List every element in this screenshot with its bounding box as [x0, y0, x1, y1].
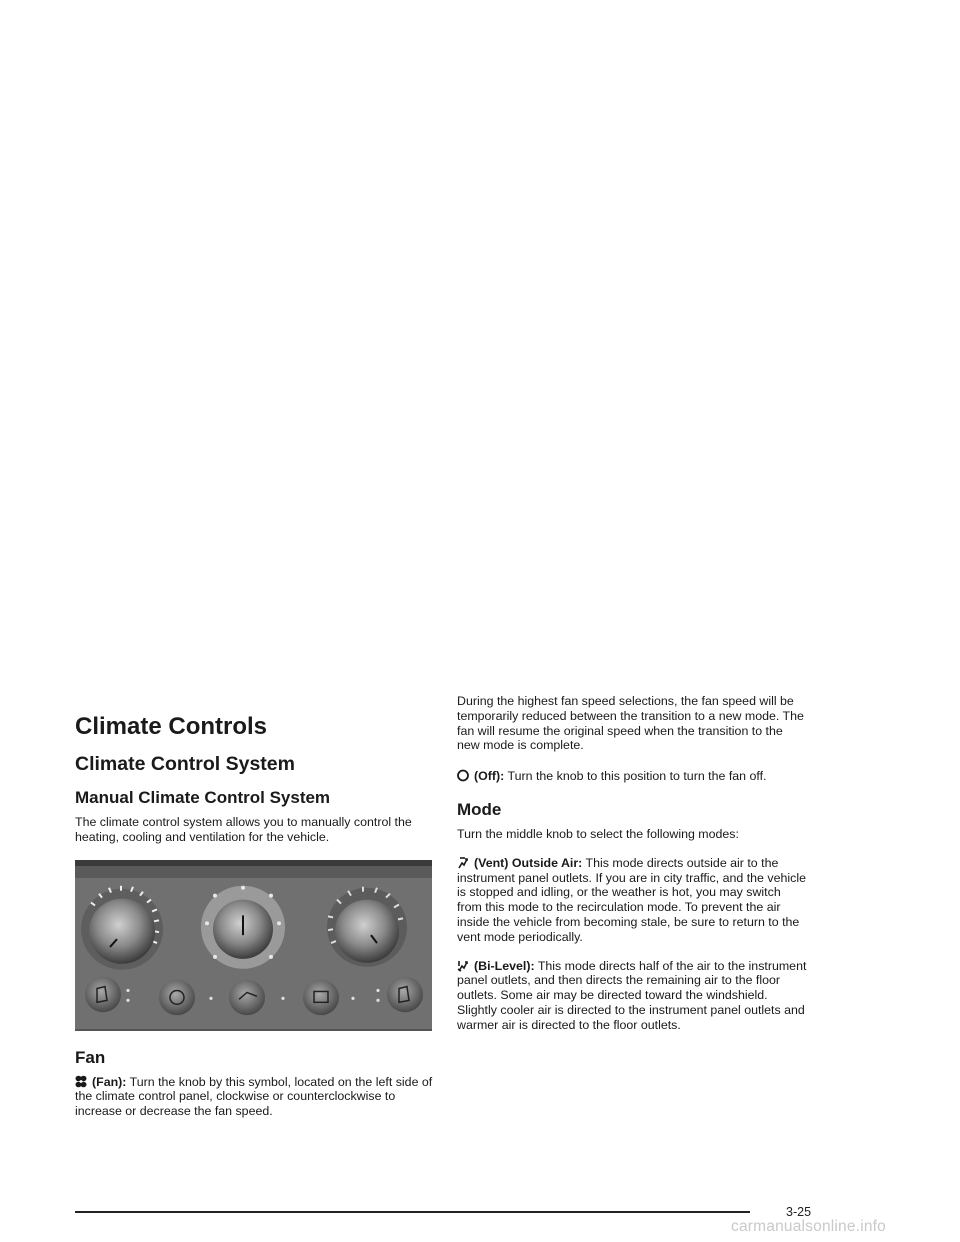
- fan-text: Turn the knob by this symbol, located on the left side of the climate control panel, clockwise or counterclockwise to increase or decrease the fan speed.: [75, 1074, 433, 1119]
- bilevel-icon: [457, 959, 469, 972]
- footer-rule: [75, 1211, 750, 1213]
- section-heading: Climate Control System: [75, 753, 295, 775]
- vent-icon: [457, 856, 469, 869]
- fan-heading: Fan: [75, 1047, 106, 1067]
- fan-paragraph: [75, 1075, 437, 1119]
- fan-icon: [75, 1075, 87, 1088]
- vent-paragraph: [457, 856, 807, 945]
- bilevel-label: (Bi-Level):: [474, 958, 535, 973]
- fan-label: (Fan):: [92, 1074, 127, 1089]
- off-text: Turn the knob to this position to turn the fan off.: [507, 769, 767, 784]
- subsection-heading: Manual Climate Control System: [75, 788, 331, 807]
- vent-label: (Vent) Outside Air:: [474, 855, 583, 870]
- page-title: Climate Controls: [75, 713, 268, 740]
- intro-paragraph: The climate control system allows you to manually control the heating, cooling and ventilation for the vehicle.: [75, 815, 412, 844]
- bilevel-paragraph: [457, 959, 807, 1033]
- left-column: [75, 712, 437, 1128]
- transition-paragraph: During the highest fan speed selections, the fan speed will be temporarily reduced between the transition to a new mode. The fan will resume the original speed when the transition to the new mode is complete.: [457, 694, 804, 753]
- off-circle-icon: [457, 769, 469, 782]
- right-column: [457, 694, 807, 1042]
- off-label: (Off):: [474, 769, 505, 784]
- off-paragraph: [457, 769, 807, 784]
- bilevel-text: This mode directs half of the air to the instrument panel outlets, and then directs the remaining air to the floor outlets. Some air may be directed toward the windshield. Slightly cooler air is directed to the instrument panel outlets and warmer air is directed to the floor outlets.: [457, 958, 807, 1032]
- watermark: carmanualsonline.info: [731, 1218, 886, 1235]
- page-number: 3-25: [786, 1205, 812, 1219]
- mode-heading: Mode: [457, 799, 502, 819]
- climate-control-panel-photo: [75, 860, 432, 1031]
- vent-text: This mode directs outside air to the instrument panel outlets. If you are in city traffic, and the vehicle is stopped and idling, or the weather is hot, you may switch from this mode to the recirculation mode. To prevent the air inside the vehicle from becoming stale, be sure to return to the vent mode periodically.: [457, 855, 806, 944]
- mode-intro: Turn the middle knob to select the following modes:: [457, 826, 739, 841]
